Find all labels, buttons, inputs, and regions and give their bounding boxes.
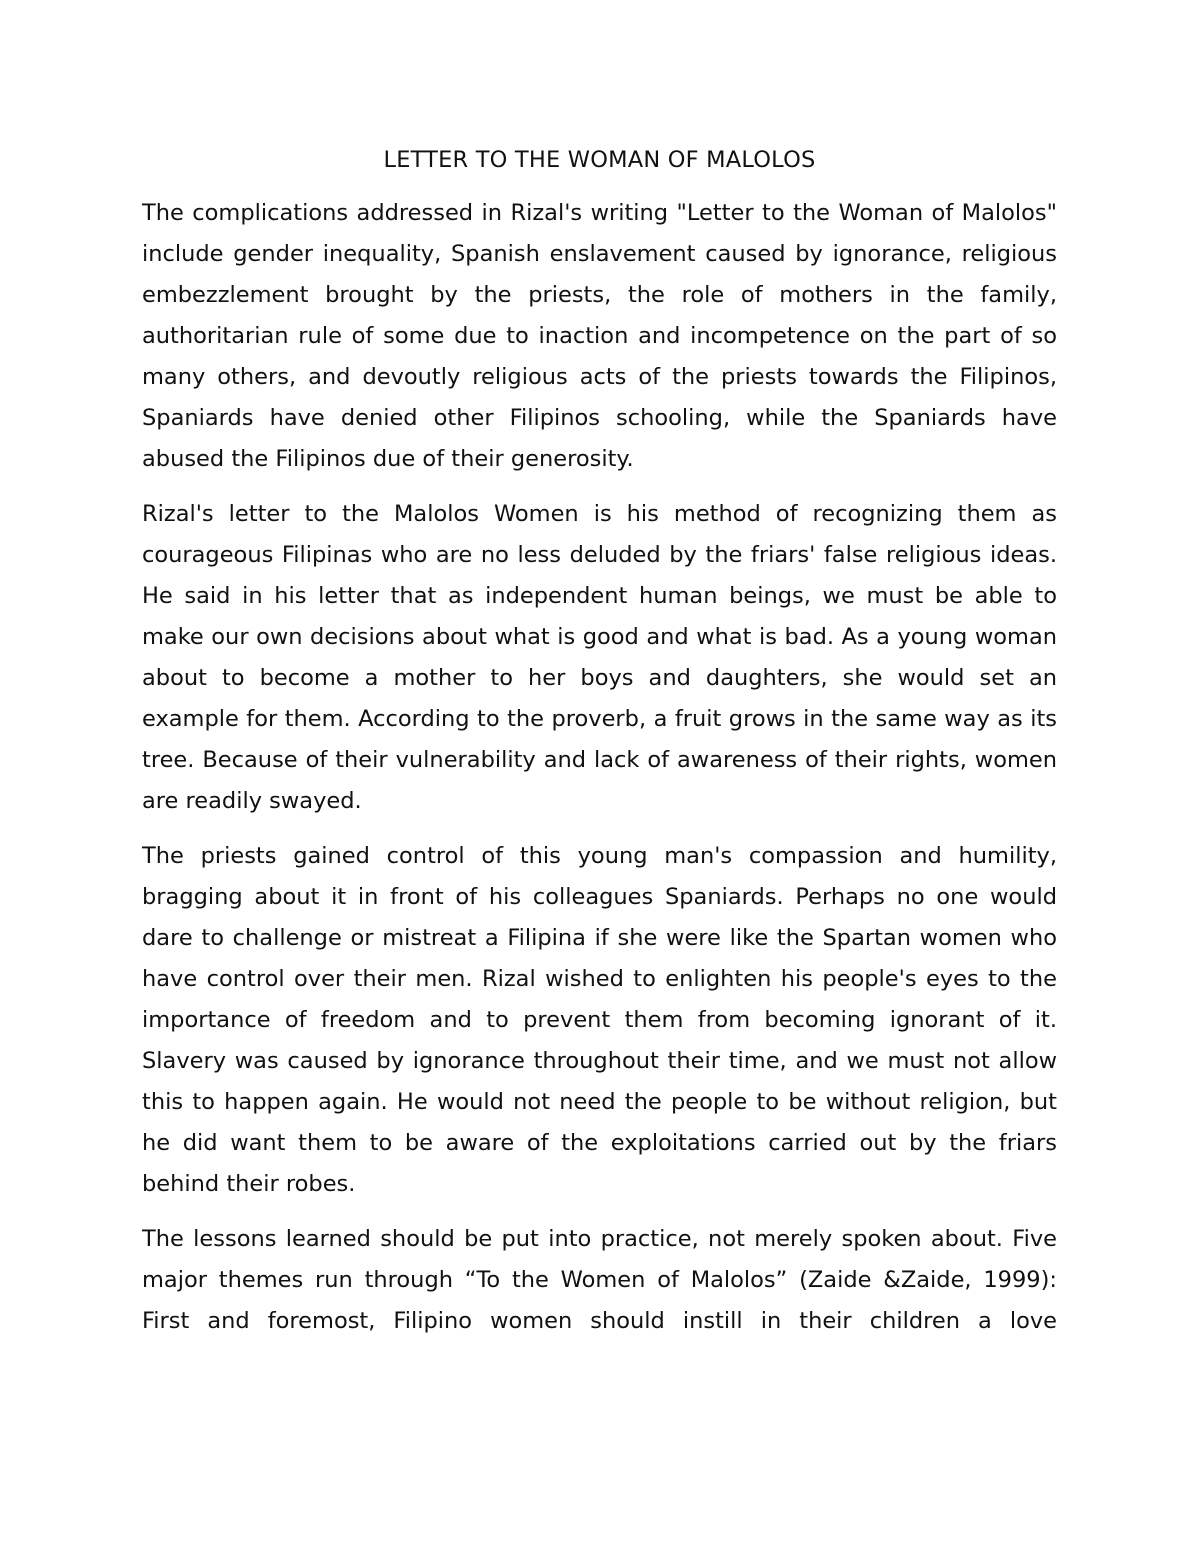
document-body <box>142 140 1057 1356</box>
paragraph-2: Rizal's letter to the Malolos Women is his method of recognizing them as courageous Filipinas who are no less deluded by the friars' false religious ideas. He said in his letter that as independent human beings, we must be able to make our own decisions about what is good and what is bad. As a young woman about to become a mother to her boys and daughters, she would set an example for them. According to the proverb, a fruit grows in the same way as its tree. Because of their vulnerability and lack of awareness of their rights, women are readily swayed. <box>142 501 1057 814</box>
paragraph-1: The complications addressed in Rizal's writing "Letter to the Woman of Malolos" include gender inequality, Spanish enslavement caused by ignorance, religious embezzlement brought by the priests, the role of mothers in the family, authoritarian rule of some due to inaction and incompetence on the part of so many others, and devoutly religious acts of the priests towards the Filipinos, Spaniards have denied other Filipinos schooling, while the Spaniards have abused the Filipinos due of their generosity. <box>142 200 1057 472</box>
document-title: LETTER TO THE WOMAN OF MALOLOS <box>383 147 816 173</box>
paragraph-4: The lessons learned should be put into practice, not merely spoken about. Five major themes run through “To the Women of Malolos” (Zaide &Zaide, 1999): First and foremost, Filipino women should instill in their children a love <box>142 1226 1057 1334</box>
paragraph-3: The priests gained control of this young man's compassion and humility, bragging about it in front of his colleagues Spaniards. Perhaps no one would dare to challenge or mistreat a Filipina if she were like the Spartan women who have control over their men. Rizal wished to enlighten his people's eyes to the importance of freedom and to prevent them from becoming ignorant of it. Slavery was caused by ignorance throughout their time, and we must not allow this to happen again. He would not need the people to be without religion, but he did want them to be aware of the exploitations carried out by the friars behind their robes. <box>142 843 1057 1197</box>
